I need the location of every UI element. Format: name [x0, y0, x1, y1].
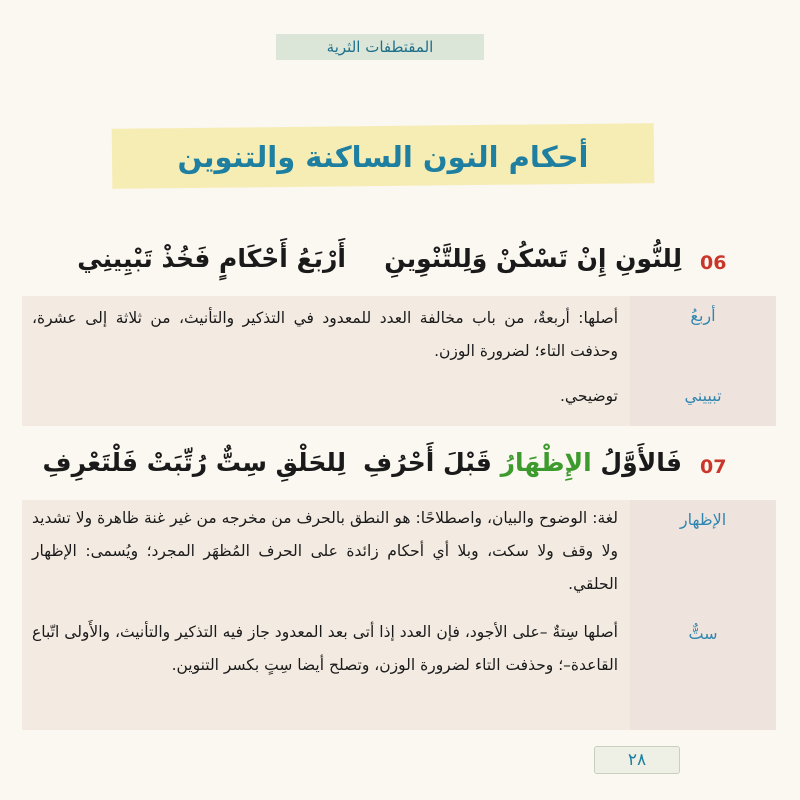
gloss-term-column [630, 500, 776, 730]
gloss-definition: أصلها: أربعةٌ، من باب مخالفة العدد للمعدود في التذكير والتأنيث، من ثلاثة إلى عشرة، وحذفت التاء؛ لضرورة الوزن. [32, 309, 618, 360]
verse-number-07: 07 [700, 456, 727, 478]
page-number: ٢٨ [627, 750, 647, 770]
verse-07-word: فَالأَوَّلُ [600, 448, 682, 477]
gloss-term: أربعُ [690, 306, 716, 325]
verse-06-first-hemistich: لِلنُّونِ إِنْ تَسْكُنْ وَلِلتَّنْوِينِ [384, 244, 682, 273]
gloss-definition: أصلها سِتةٌ –على الأجود، فإن العدد إذا أتى بعد المعدود جاز فيه التذكير والتأنيث، والأَولى اتّباع القاعدة–؛ وحذفت التاء لضرورة الوزن، وتصلح أيضا سِتٍ بكسر التنوين. [32, 623, 618, 674]
gloss-term: تبييني [684, 386, 722, 405]
verse-06-second-hemistich: أَرْبَعُ أَحْكَامٍ فَخُذْ تَبْيِينِي [77, 244, 346, 273]
verse-07-highlight-term: الإِظْهَارُ [500, 448, 592, 477]
running-header: المقتطفات الثرية [276, 34, 484, 60]
verse-07-word: قَبْلَ أَحْرُفِ [363, 448, 492, 477]
gloss-term: الإظهار [679, 510, 727, 529]
section-title: أحكام النون الساكنة والتنوين [177, 140, 589, 174]
verse-07-first-hemistich [362, 448, 682, 477]
verse-07-second-hemistich: لِلحَلْقِ سِتٌّ رُتِّبَتْ فَلْتَعْرِفِ [42, 448, 346, 477]
gloss-term: ستٌّ [688, 624, 718, 643]
verse-number-06: 06 [700, 252, 727, 274]
gloss-definition: لغة: الوضوح والبيان، واصطلاحًا: هو النطق بالحرف من مخرجه من غير غنة ظاهرة ولا تشديد ولا وقف ولا سكت، وبلا أي أحكام زائدة على الحرف المُظهَر المجرد؛ ويُسمى: الإظهار الحلقي. [32, 509, 618, 593]
gloss-definition: توضيحي. [559, 387, 618, 405]
gloss-box-07 [22, 500, 776, 730]
gloss-box-06 [22, 296, 776, 426]
